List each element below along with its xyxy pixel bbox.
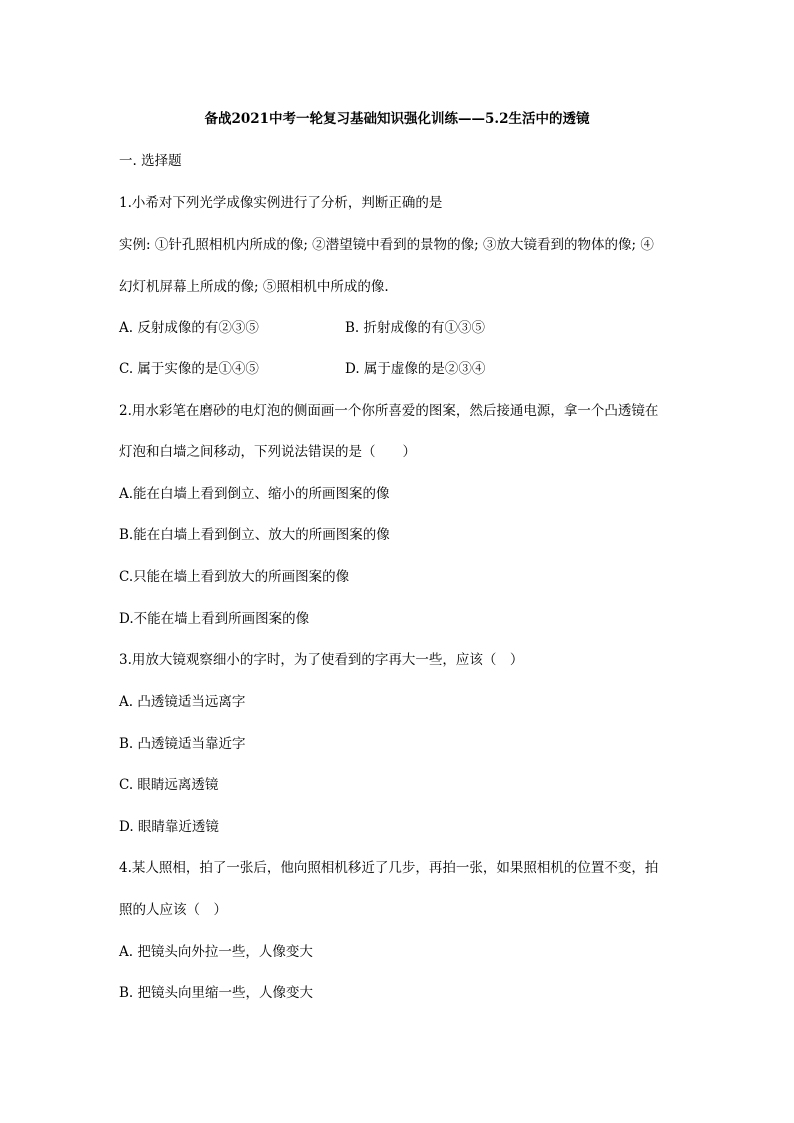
question-1-stem: 1.小希对下列光学成像实例进行了分析，判断正确的是 — [119, 195, 443, 211]
question-4-option-b: B. 把镜头向里缩一些，人像变大 — [119, 985, 314, 1001]
document-title: 备战2021中考一轮复习基础知识强化训练——5.2生活中的透镜 — [204, 111, 590, 127]
question-2-option-d: D.不能在墙上看到所画图案的像 — [119, 611, 310, 627]
question-1-option-b: B. 折射成像的有①③⑤ — [345, 320, 486, 336]
question-1-examples-line1: 实例: ①针孔照相机内所成的像; ②潜望镜中看到的景物的像; ③放大镜看到的物体的像; ④ — [119, 237, 654, 253]
question-3-option-b: B. 凸透镜适当靠近字 — [119, 736, 246, 752]
question-2-option-c: C.只能在墙上看到放大的所画图案的像 — [119, 569, 350, 585]
question-1-option-a: A. 反射成像的有②③⑤ — [119, 320, 259, 336]
question-2-option-a: A.能在白墙上看到倒立、缩小的所画图案的像 — [119, 486, 390, 502]
question-1-option-d: D. 属于虚像的是②③④ — [345, 361, 486, 377]
question-2-stem-line1: 2.用水彩笔在磨砂的电灯泡的侧面画一个你所喜爱的图案，然后接通电源，拿一个凸透镜在 — [119, 403, 659, 419]
section-heading: 一. 选择题 — [119, 153, 182, 169]
question-1-examples-line2: 幻灯机屏幕上所成的像; ⑤照相机中所成的像. — [119, 279, 389, 295]
question-4-stem-line1: 4.某人照相，拍了一张后，他向照相机移近了几步，再拍一张，如果照相机的位置不变，拍 — [119, 860, 659, 876]
question-3-option-a: A. 凸透镜适当远离字 — [119, 694, 246, 710]
question-3-stem: 3.用放大镜观察细小的字时，为了使看到的字再大一些，应该（ ） — [119, 652, 524, 668]
question-3-option-c: C. 眼睛远离透镜 — [119, 777, 219, 793]
question-2-option-b: B.能在白墙上看到倒立、放大的所画图案的像 — [119, 527, 390, 543]
question-2-stem-line2: 灯泡和白墙之间移动，下列说法错误的是（ ） — [119, 444, 416, 460]
question-1-option-c: C. 属于实像的是①④⑤ — [119, 361, 259, 377]
question-4-stem-line2: 照的人应该（ ） — [119, 902, 227, 918]
question-3-option-d: D. 眼睛靠近透镜 — [119, 819, 219, 835]
question-4-option-a: A. 把镜头向外拉一些，人像变大 — [119, 944, 313, 960]
